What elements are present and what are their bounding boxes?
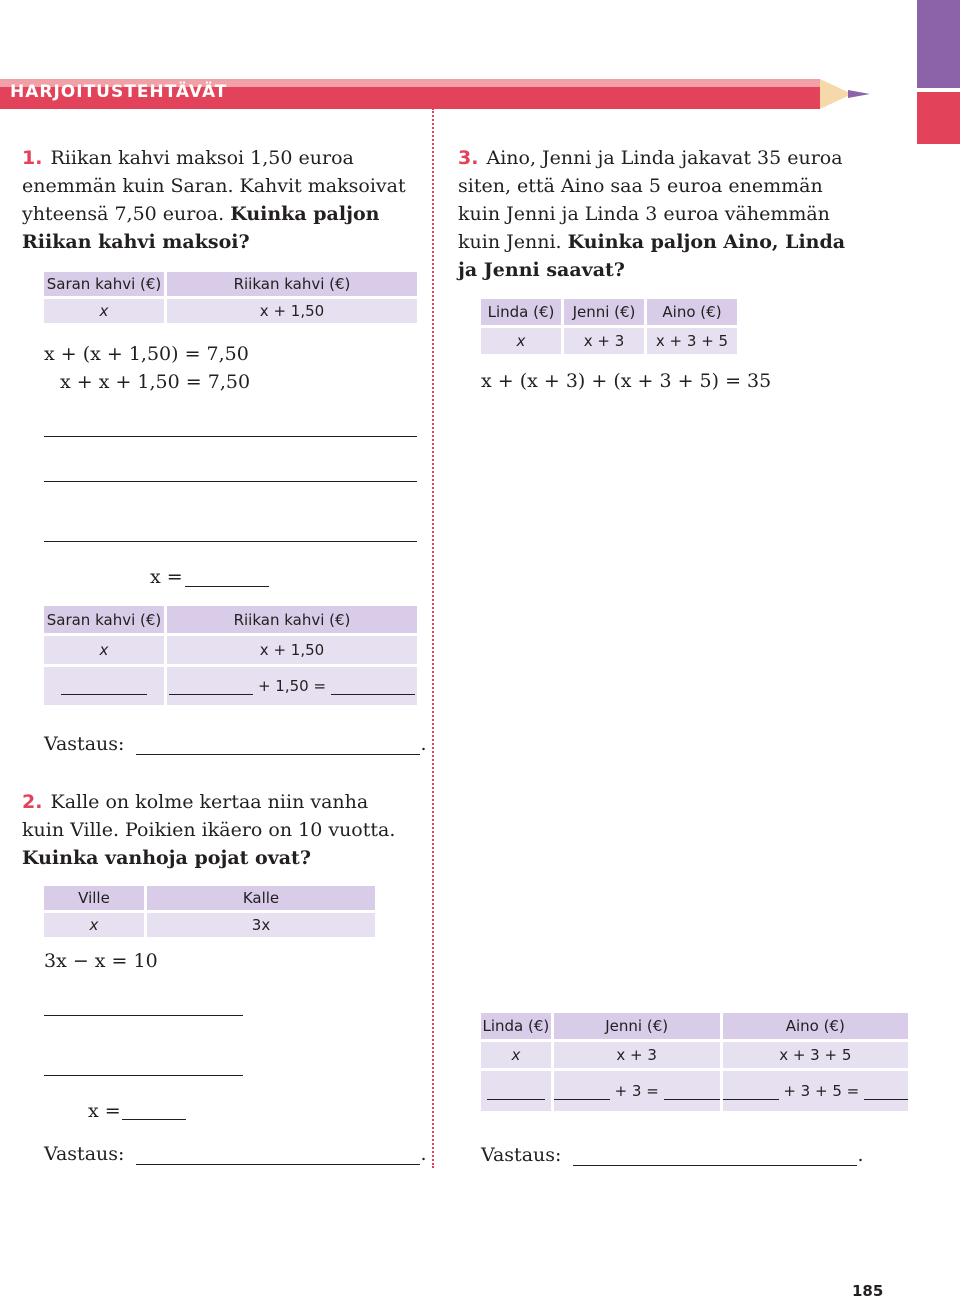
- table-header: Riikan kahvi (€): [167, 272, 417, 296]
- table-cell: [554, 1071, 720, 1111]
- page-number: 185: [852, 1282, 884, 1300]
- table-header: Jenni (€): [554, 1013, 720, 1039]
- table-cell: x: [481, 1042, 551, 1068]
- answer-row: [44, 1143, 427, 1165]
- question-2: [22, 788, 402, 872]
- table-header: Ville: [44, 886, 144, 910]
- question-prompt: Kuinka paljon Aino, Linda ja Jenni saavat?: [458, 231, 846, 281]
- table-header: Kalle: [147, 886, 375, 910]
- fill-label: + 3 =: [614, 1082, 659, 1100]
- table-cell: [167, 667, 417, 705]
- table-header: Aino (€): [647, 299, 737, 325]
- answer-label: Vastaus:: [44, 733, 125, 755]
- table-header: Aino (€): [723, 1013, 908, 1039]
- answer-row: [481, 1144, 881, 1166]
- answer-label: Vastaus:: [44, 1143, 125, 1165]
- table-cell: x + 1,50: [167, 299, 417, 323]
- blank-field[interactable]: [487, 1085, 545, 1100]
- question-number: 3.: [458, 147, 479, 169]
- table-cell: 3x: [147, 913, 375, 937]
- table-cell: [44, 667, 164, 705]
- q3-table-2: [478, 1010, 911, 1114]
- answer-line[interactable]: [44, 481, 417, 482]
- table-cell: x: [481, 328, 561, 354]
- question-number: 2.: [22, 791, 43, 813]
- table-cell: x: [44, 299, 164, 323]
- x-label: x =: [150, 566, 183, 588]
- table-cell: x + 1,50: [167, 636, 417, 664]
- table-cell: [481, 1071, 551, 1111]
- blank-field[interactable]: [331, 680, 415, 695]
- answer-field[interactable]: [136, 1148, 420, 1165]
- answer-line[interactable]: [44, 541, 417, 542]
- table-cell: x + 3 + 5: [647, 328, 737, 354]
- question-prompt: Kuinka vanhoja pojat ovat?: [22, 847, 311, 869]
- answer-line[interactable]: [44, 1075, 243, 1076]
- question-text: Kalle on kolme kertaa niin vanha kuin Ville. Poikien ikäero on 10 vuotta.: [22, 791, 396, 841]
- x-answer-line[interactable]: [122, 1119, 186, 1120]
- equation: x + (x + 1,50) = 7,50: [44, 343, 249, 365]
- side-tab-purple: [917, 0, 960, 88]
- question-1: [22, 144, 422, 256]
- equation: 3x − x = 10: [44, 950, 158, 972]
- blank-field[interactable]: [864, 1085, 908, 1100]
- column-divider: [432, 108, 434, 1168]
- blank-field[interactable]: [664, 1085, 720, 1100]
- table-cell: x + 3 + 5: [723, 1042, 908, 1068]
- table-cell: x + 3: [564, 328, 644, 354]
- side-tab-red: [917, 92, 960, 144]
- table-cell: x: [44, 913, 144, 937]
- section-title: HARJOITUSTEHTÄVÄT: [10, 82, 228, 102]
- question-text: Riikan kahvi maksoi 1,50 euroa enemmän kuin Saran. Kahvit maksoivat yhteensä 7,50 euroa.: [22, 147, 406, 225]
- table-header: Saran kahvi (€): [44, 606, 164, 633]
- q1-table-1: [41, 269, 420, 326]
- equation: x + (x + 3) + (x + 3 + 5) = 35: [481, 370, 772, 392]
- table-header: Jenni (€): [564, 299, 644, 325]
- answer-line[interactable]: [44, 1015, 243, 1016]
- q3-table-1: [478, 296, 740, 357]
- answer-label: Vastaus:: [481, 1144, 562, 1166]
- q2-table: [41, 883, 378, 940]
- answer-field[interactable]: [136, 738, 420, 755]
- fill-label: + 3 + 5 =: [783, 1082, 860, 1100]
- table-cell: x: [44, 636, 164, 664]
- q1-table-2: [41, 603, 420, 708]
- question-3: [458, 144, 848, 284]
- blank-field[interactable]: [723, 1085, 779, 1100]
- answer-end: .: [857, 1144, 864, 1166]
- blank-field[interactable]: [61, 680, 147, 695]
- x-label: x =: [88, 1100, 121, 1122]
- table-cell: x + 3: [554, 1042, 720, 1068]
- fill-label: + 1,50 =: [257, 677, 327, 695]
- answer-row: [44, 733, 427, 755]
- blank-field[interactable]: [169, 680, 253, 695]
- table-cell: [723, 1071, 908, 1111]
- blank-field[interactable]: [554, 1085, 610, 1100]
- question-prompt: Kuinka paljon Riikan kahvi maksoi?: [22, 203, 380, 253]
- answer-end: .: [420, 1143, 427, 1165]
- table-header: Riikan kahvi (€): [167, 606, 417, 633]
- x-answer-line[interactable]: [185, 586, 269, 587]
- pencil-header: [0, 78, 880, 110]
- table-header: Linda (€): [481, 299, 561, 325]
- table-header: Linda (€): [481, 1013, 551, 1039]
- equation: x + x + 1,50 = 7,50: [60, 371, 251, 393]
- answer-end: .: [420, 733, 427, 755]
- answer-field[interactable]: [573, 1149, 857, 1166]
- table-header: Saran kahvi (€): [44, 272, 164, 296]
- answer-line[interactable]: [44, 436, 417, 437]
- question-number: 1.: [22, 147, 43, 169]
- question-text: Aino, Jenni ja Linda jakavat 35 euroa siten, että Aino saa 5 euroa enemmän kuin Jenni ja Linda 3 euroa vähemmän kuin Jenni.: [458, 147, 843, 253]
